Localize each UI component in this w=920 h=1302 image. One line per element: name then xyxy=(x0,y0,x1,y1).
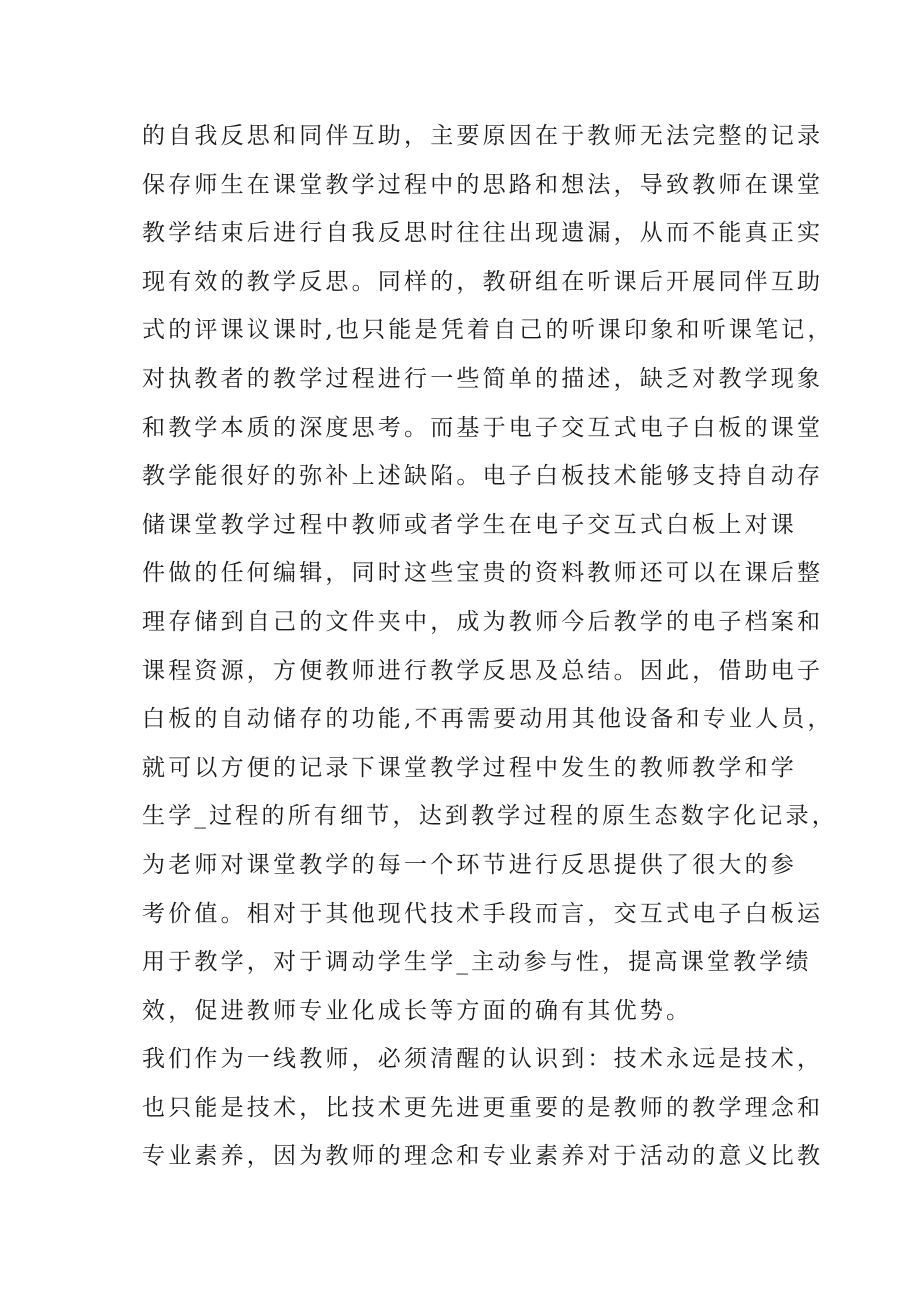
text-line: 我们作为一线教师，必须清醒的认识到：技术永远是技术， xyxy=(142,1046,824,1073)
text-line: 理存储到自己的文件夹中，成为教师今后教学的电子档案和 xyxy=(142,608,824,635)
text-line: 就可以方便的记录下课堂教学过程中发生的教师教学和学 xyxy=(142,754,797,781)
text-line: 对执教者的教学过程进行一些简单的描述，缺乏对教学现象 xyxy=(142,365,824,392)
text-line: 考价值。相对于其他现代技术手段而言，交互式电子白板运 xyxy=(142,900,824,927)
text-line: 式的评课议课时,也只能是凭着自己的听课印象和听课笔记， xyxy=(142,317,834,344)
text-line: 用于教学，对于调动学生学_主动参与性，提高课堂教学绩 xyxy=(142,949,812,976)
text-line: 效，促进教师专业化成长等方面的确有其优势。 xyxy=(142,997,693,1024)
text-line: 白板的自动储存的功能,不再需要动用其他设备和专业人员， xyxy=(142,706,834,733)
text-line: 保存师生在课堂教学过程中的思路和想法，导致教师在课堂 xyxy=(142,171,824,198)
text-line: 教学能很好的弥补上述缺陷。电子白板技术能够支持自动存 xyxy=(142,463,824,490)
text-line: 生学_过程的所有细节，达到教学过程的原生态数字化记录， xyxy=(142,803,838,830)
text-line: 件做的任何编辑，同时这些宝贵的资料教师还可以在课后整 xyxy=(142,560,824,587)
text-line: 课程资源，方便教师进行教学反思及总结。因此，借助电子 xyxy=(142,657,824,684)
text-line: 为老师对课堂教学的每一个环节进行反思提供了很大的参 xyxy=(142,851,797,878)
body-text xyxy=(142,112,838,1181)
text-line: 的自我反思和同伴互助，主要原因在于教师无法完整的记录 xyxy=(142,123,824,149)
text-line: 专业素养，因为教师的理念和专业素养对于活动的意义比教 xyxy=(142,1143,824,1170)
text-line: 教学结束后进行自我反思时往往出现遗漏，从而不能真正实 xyxy=(142,220,824,247)
text-line: 现有效的教学反思。同样的，教研组在听课后开展同伴互助 xyxy=(142,268,824,295)
text-line: 也只能是技术，比技术更先进更重要的是教师的教学理念和 xyxy=(142,1094,824,1121)
text-line: 储课堂教学过程中教师或者学生在电子交互式白板上对课 xyxy=(142,511,797,538)
text-line: 和教学本质的深度思考。而基于电子交互式电子白板的课堂 xyxy=(142,414,824,441)
